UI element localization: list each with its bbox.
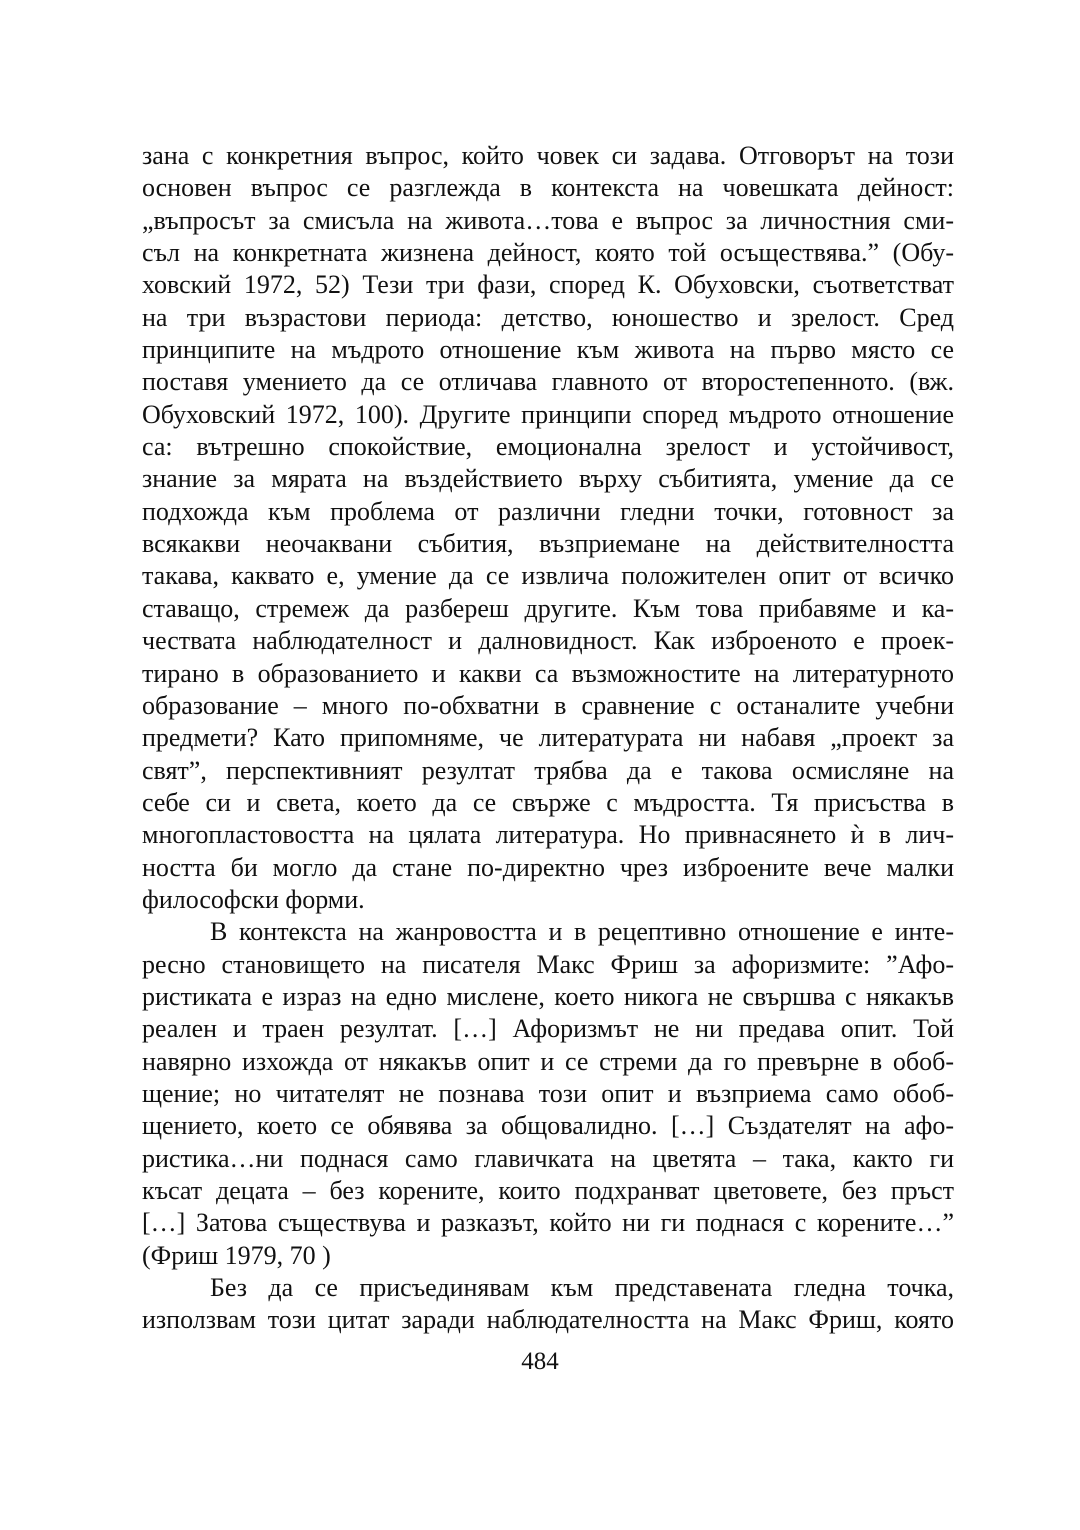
- text-line: знание за мярата на въздействието върху събитията, умение да се: [142, 464, 954, 494]
- body-text: [142, 140, 954, 1337]
- text-line: ристика…ни поднася само главичката на цветята – така, както ги: [142, 1143, 954, 1173]
- text-line: са: вътрешно спокойствие, емоционална зрелост и устойчивост,: [142, 432, 954, 462]
- text-line: свят”, перспективният резултат трябва да е такова осмисляне на: [142, 755, 954, 785]
- text-line: късат децата – без корените, които подхранват цветовете, без пръст: [142, 1176, 954, 1205]
- text-line: предмети? Като припомняме, че литературата ни набавя „проект за: [142, 723, 954, 753]
- page-number: 484: [521, 1348, 559, 1375]
- text-line: съл на конкретната жизнена дейност, която той осъществява.” (Обу-: [142, 238, 954, 268]
- text-line: всякакви неочаквани събития, възприемане на действителността: [142, 529, 954, 559]
- text-line: чествата наблюдателност и далновидност. Как изброеното е проек-: [142, 626, 954, 656]
- text-line: щение; но читателят не познава този опит и възприема само обоб-: [142, 1078, 954, 1108]
- text-line: реален и траен резултат. […] Афоризмът не ни предава опит. Той: [142, 1014, 954, 1044]
- text-line: ставащо, стремеж да разбереш другите. Към това прибавяме и ка-: [142, 593, 954, 623]
- text-line: ховский 1972, 52) Тези три фази, според К. Обуховски, съответстват: [142, 270, 954, 300]
- text-line: себе си и света, което да се свърже с мъдростта. Тя присъства в: [142, 787, 954, 817]
- text-line: поставя умението да се отличава главното от второстепенното. (вж.: [142, 367, 954, 397]
- text-line: щението, което се обявява за общовалидно. […] Създателят на афо-: [142, 1111, 954, 1141]
- text-line: многопластовостта на цялата литература. Но привнасянето ѝ в лич-: [142, 820, 954, 850]
- text-line: на три възрастови периода: детство, юношество и зрелост. Сред: [142, 302, 954, 332]
- text-line: основен въпрос се разглежда в контекста на човешката дейност:: [142, 173, 954, 203]
- text-line: ресно становището на писателя Макс Фриш за афоризмите: ”Афо-: [142, 949, 954, 979]
- text-line: такава, каквато е, умение да се извлича положителен опит от всичко: [142, 561, 954, 591]
- text-line: образование – много по-обхватни в сравнение с останалите учебни: [142, 690, 954, 720]
- text-line: ристиката е израз на едно мислене, което никога не свършва с някакъв: [142, 981, 954, 1011]
- text-line: […] Затова съществува и разказът, който ни ги поднася с корените…”: [142, 1208, 954, 1238]
- text-line: навярно изхожда от някакъв опит и се стреми да го превърне в обоб-: [142, 1046, 954, 1076]
- text-line: подхожда към проблема от различни гледни точки, готовност за: [142, 496, 954, 526]
- text-line: принципите на мъдрото отношение към живота на първо място се: [142, 335, 954, 365]
- text-line: ността би могло да стане по-директно чрез изброените вече малки: [142, 852, 954, 882]
- text-line: зана с конкретния въпрос, който човек си задава. Отговорът на този: [142, 141, 954, 170]
- text-line: използвам този цитат заради наблюдателността на Макс Фриш, която: [142, 1305, 954, 1335]
- text-line: В контекста на жанровостта и в рецептивно отношение е инте-: [210, 917, 954, 947]
- text-line: „въпросът за смисъла на живота…това е въпрос за личностния сми-: [142, 205, 954, 235]
- text-line: тирано в образованието и какви са възможностите на литературното: [142, 658, 954, 688]
- text-line: философски форми.: [142, 884, 365, 914]
- text-line: (Фриш 1979, 70 ): [142, 1240, 331, 1270]
- text-line: Обуховский 1972, 100). Другите принципи според мъдрото отношение: [142, 399, 954, 429]
- text-line: Без да се присъединявам към представената гледна точка,: [210, 1273, 954, 1303]
